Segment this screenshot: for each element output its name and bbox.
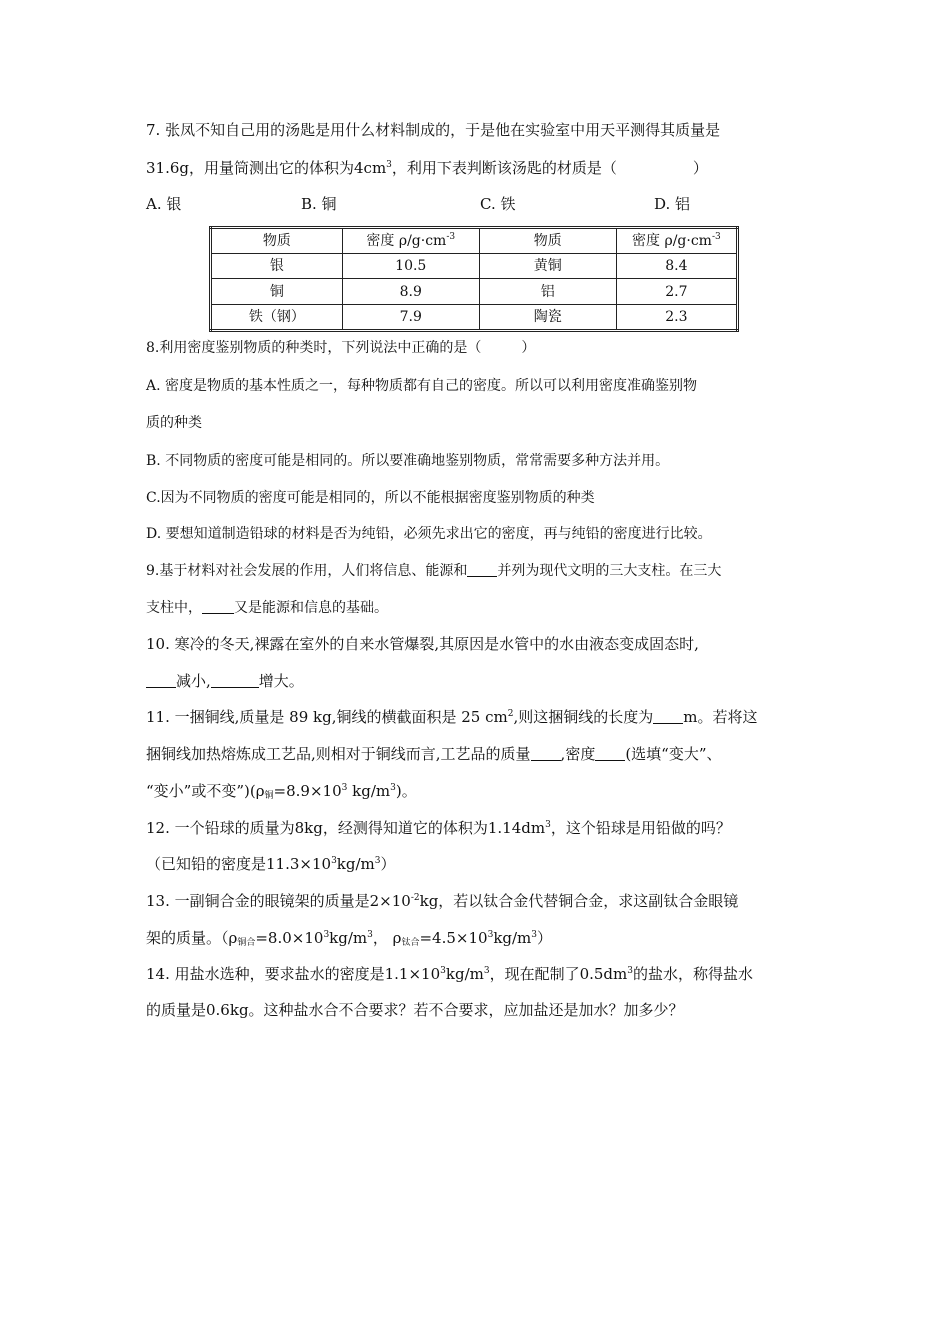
table-cell: 10.5 [342, 254, 479, 279]
q13-line1: 13. 一副铜合金的眼镜架的质量是$2\times 10^{-2}kg$，若以钛合金代替铜合金，求这副钛合金眼镜 [146, 892, 739, 910]
fill-blank [211, 673, 259, 688]
table-cell: 7.9 [342, 304, 479, 330]
table-row [211, 254, 738, 279]
table-header-cell: 物质 [479, 228, 616, 254]
fill-blank [467, 562, 497, 577]
q8-option-c: C.因为不同物质的密度可能是相同的，所以不能根据密度鉴别物质的种类 [146, 490, 595, 506]
fill-blank [146, 673, 176, 688]
table-cell: 黄铜 [479, 254, 616, 279]
q7-option-d: D. 铝 [654, 195, 691, 213]
q12-line1: 12. 一个铅球的质量为8kg，经测得知道它的体积为$1.14dm^3$，这个铅球是用铅做的吗？ [146, 819, 731, 837]
q7-line2: 31.6g，用量筒测出它的体积为$4cm^3$，利用下表判断该汤匙的材质是（ ） [146, 159, 708, 177]
table-cell: 铝 [479, 279, 616, 304]
table-header-cell: 密度 $\rho/g\cdot cm^{-3}$ [616, 228, 737, 254]
q11-line3: “变小”或不变$”)(\rho_铜=8.9\times 10^3$ $kg/m^3$)。 [146, 782, 417, 801]
table-header-cell: 物质 [211, 228, 343, 254]
table-row [211, 304, 738, 330]
table-cell: 2.3 [616, 304, 737, 330]
table-cell: 银 [211, 254, 343, 279]
q8-option-d: D. 要想知道制造铅球的材料是否为纯铅，必须先求出它的密度，再与纯铅的密度进行比较。 [146, 526, 712, 542]
q14-line1: 14. 用盐水选种，要求盐水的密度是$1.1\times 10^3kg/m^3$，现在配制了$0.5dm^3$的盐水，称得盐水 [146, 965, 754, 983]
table-cell: 铁（钢） [211, 304, 343, 330]
fill-blank [653, 709, 683, 724]
fill-blank [202, 599, 234, 614]
q10-line1: 10. 寒冷的冬天,裸露在室外的自来水管爆裂,其原因是水管中的水由液态变成固态时, [146, 635, 699, 653]
table-header-cell: 密度 $\rho/g\cdot cm^{-3}$ [342, 228, 479, 254]
q7-option-a: A. 银 [146, 195, 182, 213]
q12-line2: （已知铅的密度是$11.3\times 10^3kg/m^3$） [146, 855, 396, 873]
table-cell: 8.9 [342, 279, 479, 304]
q8-option-b: B. 不同物质的密度可能是相同的。所以要准确地鉴别物质，常常需要多种方法并用。 [146, 453, 670, 469]
fill-blank [595, 746, 625, 761]
q7-line1: 7. 张凤不知自己用的汤匙是用什么材料制成的，于是他在实验室中用天平测得其质量是 [146, 121, 721, 139]
q10-line2: 减小, 增大。 [146, 671, 304, 691]
table-cell: 2.7 [616, 279, 737, 304]
table-cell: 陶瓷 [479, 304, 616, 330]
density-table [209, 226, 739, 332]
table-header-row [211, 228, 738, 254]
table-cell: 8.4 [616, 254, 737, 279]
q9-line2: 支柱中， 又是能源和信息的基础。 [146, 600, 388, 616]
q8-option-a-line1: A. 密度是物质的基本性质之一，每种物质都有自己的密度。所以可以利用密度准确鉴别物 [146, 378, 698, 394]
q8-stem: 8.利用密度鉴别物质的种类时，下列说法中正确的是（ ） [146, 340, 536, 356]
table-row [211, 279, 738, 304]
q7-option-c: C. 铁 [480, 195, 516, 213]
table-cell: 铜 [211, 279, 343, 304]
q11-line1: 11. 一捆铜线,质量是 89 kg,铜线的横截面积是 25 $cm^2$,则这捆铜线的长度为 m。若将这 [146, 708, 758, 726]
fill-blank [531, 746, 561, 761]
q8-option-a-line2: 质的种类 [146, 415, 202, 431]
q13-line2: 架的质量。（$\rho_{铜合}=8.0\times 10^3kg/m^3$， $\rho_{钛合}=4.5\times 10^3kg/m^3$） [146, 929, 553, 948]
q7-option-b: B. 铜 [301, 195, 337, 213]
q11-line2: 捆铜线加热熔炼成工艺品,则相对于铜线而言,工艺品的质量 ,密度 (选填“变大”、 [146, 745, 722, 763]
q14-line2: 的质量是0.6kg。这种盐水合不合要求？若不合要求，应加盐还是加水？加多少？ [146, 1001, 684, 1019]
q9-line1: 9.基于材料对社会发展的作用，人们将信息、能源和 并列为现代文明的三大支柱。在三大 [146, 563, 722, 579]
